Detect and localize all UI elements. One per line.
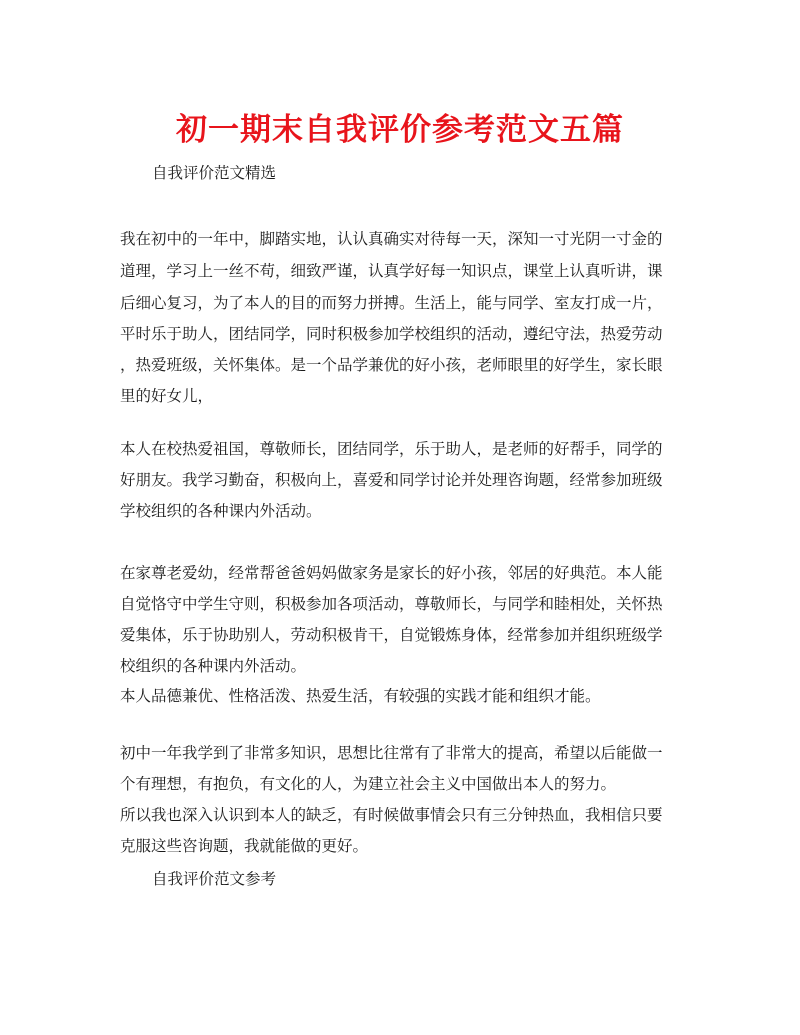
page-title: 初一期末自我评价参考范文五篇 xyxy=(176,112,624,148)
paragraph-4-line-4: 克服这些咨询题，我就能做的更好。 xyxy=(120,837,369,855)
section-heading-reference: 自我评价范文参考 xyxy=(152,870,277,888)
paragraph-1-line-3: 后细心复习，为了本人的目的而努力拼搏。生活上，能与同学、室友打成一片， xyxy=(120,294,663,312)
paragraph-1-line-5: ，热爱班级，关怀集体。是一个品学兼优的好小孩，老师眼里的好学生，家长眼 xyxy=(120,356,663,374)
paragraph-2-line-1: 本人在校热爱祖国，尊敬师长，团结同学，乐于助人，是老师的好帮手，同学的 xyxy=(120,440,663,458)
paragraph-4-line-1: 初中一年我学到了非常多知识，思想比往常有了非常大的提高，希望以后能做一 xyxy=(120,744,663,762)
paragraph-2-line-2: 好朋友。我学习勤奋，积极向上，喜爱和同学讨论并处理咨询题，经常参加班级 xyxy=(120,471,663,489)
paragraph-3-line-1: 在家尊老爱幼，经常帮爸爸妈妈做家务是家长的好小孩，邻居的好典范。本人能 xyxy=(120,564,663,582)
paragraph-4-line-3: 所以我也深入认识到本人的缺乏，有时候做事情会只有三分钟热血，我相信只要 xyxy=(120,806,663,824)
paragraph-1-line-6: 里的好女儿， xyxy=(120,387,214,405)
paragraph-4-line-2: 个有理想，有抱负，有文化的人，为建立社会主义中国做出本人的努力。 xyxy=(120,775,617,793)
paragraph-1-line-1: 我在初中的一年中，脚踏实地，认认真确实对待每一天，深知一寸光阴一寸金的 xyxy=(120,230,663,248)
section-heading-selected: 自我评价范文精选 xyxy=(152,164,277,182)
paragraph-3-line-4: 校组织的各种课内外活动。 xyxy=(120,657,307,675)
paragraph-3-line-3: 爱集体，乐于协助别人，劳动积极肯干，自觉锻炼身体，经常参加并组织班级学 xyxy=(120,626,663,644)
paragraph-3-line-5: 本人品德兼优、性格活泼、热爱生活，有较强的实践才能和组织才能。 xyxy=(120,687,601,705)
paragraph-3-line-2: 自觉恪守中学生守则，积极参加各项活动，尊敬师长，与同学和睦相处，关怀热 xyxy=(120,595,663,613)
paragraph-1-line-4: 平时乐于助人，团结同学，同时积极参加学校组织的活动，遵纪守法，热爱劳动 xyxy=(120,325,663,343)
paragraph-2-line-3: 学校组织的各种课内外活动。 xyxy=(120,502,322,520)
paragraph-1-line-2: 道理，学习上一丝不苟，细致严谨，认真学好每一知识点，课堂上认真听讲，课 xyxy=(120,262,663,280)
